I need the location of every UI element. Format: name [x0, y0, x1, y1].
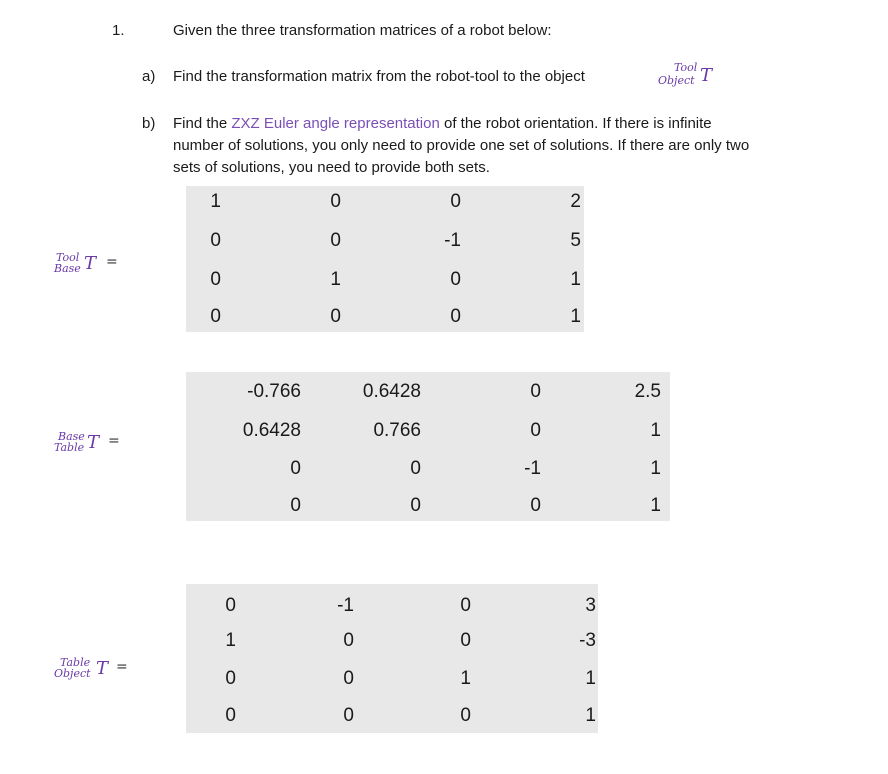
matrix-cell: 1 — [460, 668, 471, 689]
equals-sign: = — [108, 433, 120, 449]
matrix-cell: 1 — [570, 306, 581, 327]
table-object-matrix — [186, 584, 598, 733]
matrix-cell: 0 — [225, 705, 236, 726]
tool-object-transform-symbol: Tool T Object — [658, 61, 713, 87]
matrix-cell: 1 — [650, 420, 661, 441]
matrix-cell: 1 — [650, 458, 661, 479]
matrix-cell: -1 — [444, 230, 461, 251]
matrix-cell: 0 — [343, 668, 354, 689]
matrix-cell: 0.6428 — [362, 381, 421, 402]
equals-sign: = — [116, 659, 128, 675]
base-table-matrix — [186, 372, 670, 521]
part-b-line3: sets of solutions, you need to provide both sets. — [173, 159, 490, 176]
matrix-cell: 0.6428 — [242, 420, 301, 441]
matrix-cell: 0 — [460, 705, 471, 726]
matrix-cell: -3 — [579, 630, 596, 651]
matrix-cell: 1 — [585, 705, 596, 726]
matrix-cell: 0 — [210, 269, 221, 290]
matrix-cell: 0 — [210, 306, 221, 327]
matrix-cell: -1 — [524, 458, 541, 479]
part-b-line2: number of solutions, you only need to provide one set of solutions. If there are only two — [173, 137, 750, 154]
matrix-cell: 0 — [330, 191, 341, 212]
matrix-cell: 1 — [650, 495, 661, 516]
matrix-cell: 1 — [210, 191, 221, 212]
matrix-cell: 0 — [290, 458, 301, 479]
matrix-cell: 0 — [225, 668, 236, 689]
matrix-cell: 5 — [570, 230, 581, 251]
tool-base-matrix — [186, 186, 584, 332]
zxz-euler-link[interactable]: ZXZ Euler angle representation — [231, 115, 440, 132]
matrix-cell: 2.5 — [634, 381, 661, 402]
matrix-cell: 0 — [210, 230, 221, 251]
part-a-text: Find the transformation matrix from the robot-tool to the object — [173, 68, 585, 85]
matrix-cell: 0 — [460, 630, 471, 651]
matrix-cell: 3 — [585, 595, 596, 616]
part-b-line1: Find the ZXZ Euler angle representation of the robot orientation. If there is infinite — [173, 115, 712, 132]
part-a-label: a) — [142, 68, 156, 85]
tool-base-transform-label: Tool T Base — [54, 251, 97, 275]
matrix-cell: 1 — [330, 269, 341, 290]
table-object-transform-label: Table T Object — [54, 656, 109, 680]
matrix-cell: 2 — [570, 191, 581, 212]
matrix-cell: -0.766 — [247, 381, 301, 402]
base-table-transform-label: Base T Table — [54, 430, 100, 454]
question-number: 1. — [112, 22, 125, 39]
matrix-cell: 0 — [530, 381, 541, 402]
matrix-cell: 1 — [225, 630, 236, 651]
matrix-cell: 0 — [530, 495, 541, 516]
matrix-cell: 0 — [330, 230, 341, 251]
matrix-cell: 0 — [530, 420, 541, 441]
matrix-cell: 1 — [570, 269, 581, 290]
matrix-cell: 0 — [450, 191, 461, 212]
matrix-cell: -1 — [337, 595, 354, 616]
matrix-cell: 0 — [450, 306, 461, 327]
part-b-label: b) — [142, 115, 156, 132]
matrix-cell: 0 — [460, 595, 471, 616]
matrix-cell: 0.766 — [373, 420, 421, 441]
question-intro: Given the three transformation matrices of a robot below: — [173, 22, 552, 39]
matrix-cell: 0 — [410, 495, 421, 516]
matrix-cell: 0 — [225, 595, 236, 616]
matrix-cell: 0 — [343, 630, 354, 651]
matrix-cell: 1 — [585, 668, 596, 689]
matrix-cell: 0 — [290, 495, 301, 516]
equals-sign: = — [106, 254, 118, 270]
matrix-cell: 0 — [343, 705, 354, 726]
matrix-cell: 0 — [410, 458, 421, 479]
matrix-cell: 0 — [450, 269, 461, 290]
matrix-cell: 0 — [330, 306, 341, 327]
